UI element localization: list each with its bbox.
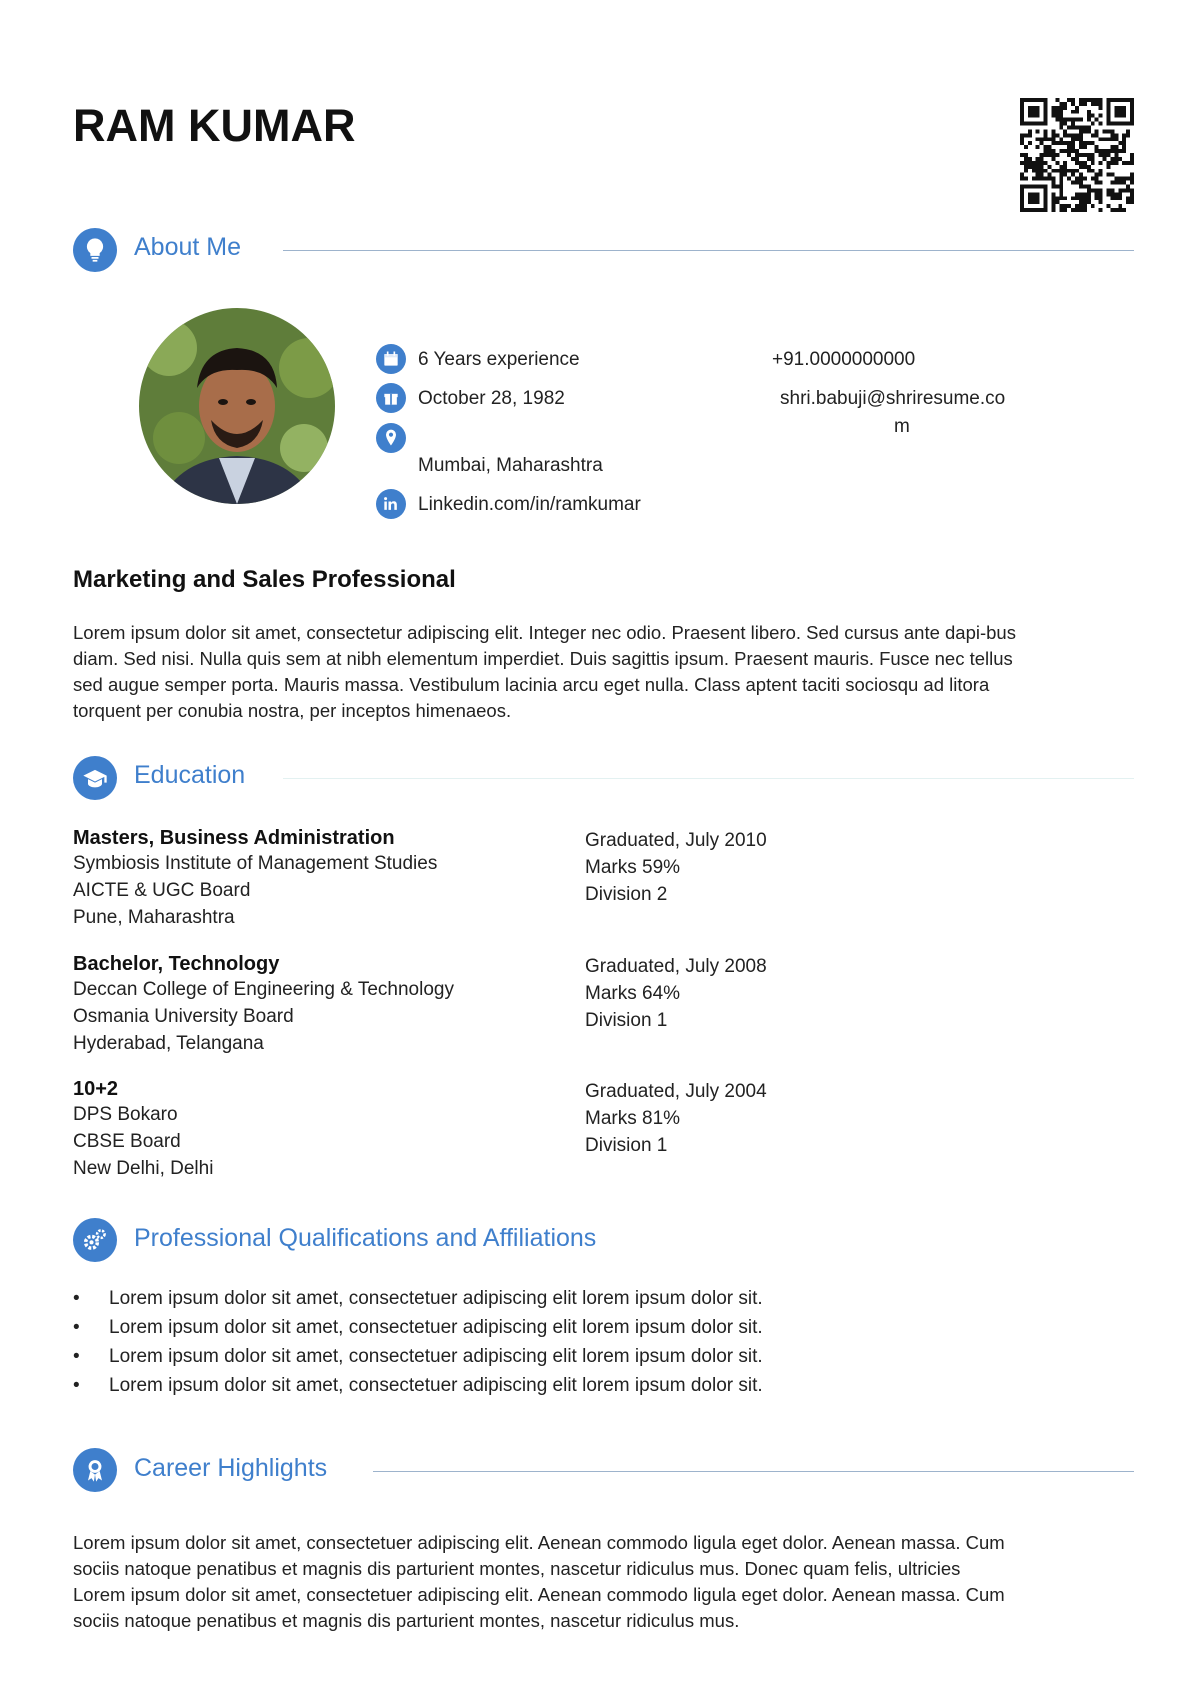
list-item: • Lorem ipsum dolor sit amet, consectetuer adipiscing elit lorem ipsum dolor sit. bbox=[73, 1317, 763, 1338]
qr-code bbox=[1020, 98, 1134, 212]
education-entry bbox=[73, 953, 454, 1057]
section-title-about: About Me bbox=[134, 233, 242, 261]
place: Pune, Maharashtra bbox=[73, 907, 235, 928]
email-text-line1[interactable]: shri.babuji@shriresume.co bbox=[780, 388, 1006, 409]
calendar-icon bbox=[376, 344, 406, 374]
degree-title: 10+2 bbox=[73, 1078, 119, 1100]
education-details bbox=[585, 1078, 767, 1159]
linkedin-icon[interactable] bbox=[376, 489, 406, 519]
marks: Marks 64% bbox=[585, 983, 681, 1004]
marks: Marks 81% bbox=[585, 1108, 681, 1129]
graduated: Graduated, July 2008 bbox=[585, 956, 767, 977]
gears-icon bbox=[73, 1218, 117, 1262]
section-divider bbox=[283, 250, 1134, 251]
place: Hyderabad, Telangana bbox=[73, 1033, 264, 1054]
section-divider bbox=[283, 778, 1134, 779]
list-item: • Lorem ipsum dolor sit amet, consectetuer adipiscing elit lorem ipsum dolor sit. bbox=[73, 1288, 763, 1309]
profile-photo bbox=[139, 308, 335, 504]
award-ribbon-icon bbox=[73, 1448, 117, 1492]
section-title-education: Education bbox=[134, 761, 246, 789]
section-title-career: Career Highlights bbox=[134, 1454, 328, 1482]
experience-text: 6 Years experience bbox=[418, 349, 580, 370]
career-summary bbox=[73, 1530, 1123, 1634]
board: CBSE Board bbox=[73, 1131, 181, 1152]
list-item: • Lorem ipsum dolor sit amet, consectetuer adipiscing elit lorem ipsum dolor sit. bbox=[73, 1346, 763, 1367]
institute: Symbiosis Institute of Management Studies bbox=[73, 853, 438, 874]
profile-summary bbox=[73, 620, 1123, 724]
board: AICTE & UGC Board bbox=[73, 880, 251, 901]
lightbulb-icon bbox=[73, 228, 117, 272]
graduated: Graduated, July 2010 bbox=[585, 830, 767, 851]
division: Division 1 bbox=[585, 1135, 668, 1156]
graduated: Graduated, July 2004 bbox=[585, 1081, 767, 1102]
education-details bbox=[585, 827, 767, 908]
institute: Deccan College of Engineering & Technology bbox=[73, 979, 454, 1000]
career-line: sociis natoque penatibus et magnis dis parturient montes, nascetur ridiculus mus. Donec quam felis, ultricies bbox=[73, 1558, 961, 1579]
career-line: Lorem ipsum dolor sit amet, consectetuer adipiscing elit. Aenean commodo ligula eget dolor. Aenean massa. Cum bbox=[73, 1584, 1005, 1605]
marks: Marks 59% bbox=[585, 857, 681, 878]
education-details bbox=[585, 953, 767, 1034]
career-line: Lorem ipsum dolor sit amet, consectetuer adipiscing elit. Aenean commodo ligula eget dolor. Aenean massa. Cum bbox=[73, 1532, 1005, 1553]
place: New Delhi, Delhi bbox=[73, 1158, 214, 1179]
graduation-cap-icon bbox=[73, 756, 117, 800]
summary-line: torquent per conubia nostra, per inceptos himenaeos. bbox=[73, 700, 512, 721]
map-pin-icon bbox=[376, 423, 406, 453]
education-entry bbox=[73, 1078, 213, 1182]
institute: DPS Bokaro bbox=[73, 1104, 178, 1125]
summary-line: diam. Sed nisi. Nulla quis sem at nibh elementum imperdiet. Duis sagittis ipsum. Praesent mauris. Fusce nec tellus bbox=[73, 648, 1013, 669]
profile-title: Marketing and Sales Professional bbox=[73, 566, 456, 593]
dob-text: October 28, 1982 bbox=[418, 388, 565, 409]
candidate-name: RAM KUMAR bbox=[73, 100, 356, 151]
section-divider bbox=[373, 1471, 1134, 1472]
phone-text: +91.0000000000 bbox=[772, 349, 916, 370]
board: Osmania University Board bbox=[73, 1006, 294, 1027]
section-title-qualifications: Professional Qualifications and Affiliations bbox=[134, 1224, 597, 1252]
degree-title: Bachelor, Technology bbox=[73, 953, 280, 975]
location-text: Mumbai, Maharashtra bbox=[418, 455, 603, 476]
linkedin-link[interactable]: Linkedin.com/in/ramkumar bbox=[418, 494, 641, 515]
education-entry bbox=[73, 827, 437, 931]
career-line: sociis natoque penatibus et magnis dis parturient montes, nascetur ridiculus mus. bbox=[73, 1610, 740, 1631]
division: Division 2 bbox=[585, 884, 668, 905]
qualifications-list bbox=[73, 1288, 763, 1404]
email-text-line2[interactable]: m bbox=[894, 416, 910, 437]
division: Division 1 bbox=[585, 1010, 668, 1031]
summary-line: Lorem ipsum dolor sit amet, consectetur adipiscing elit. Integer nec odio. Praesent libero. Sed cursus ante dapi-bus bbox=[73, 622, 1016, 643]
summary-line: sed augue semper porta. Mauris massa. Vestibulum lacinia arcu eget nulla. Class aptent taciti sociosqu ad litora bbox=[73, 674, 990, 695]
degree-title: Masters, Business Administration bbox=[73, 827, 395, 849]
list-item: • Lorem ipsum dolor sit amet, consectetuer adipiscing elit lorem ipsum dolor sit. bbox=[73, 1375, 763, 1396]
gift-icon bbox=[376, 383, 406, 413]
